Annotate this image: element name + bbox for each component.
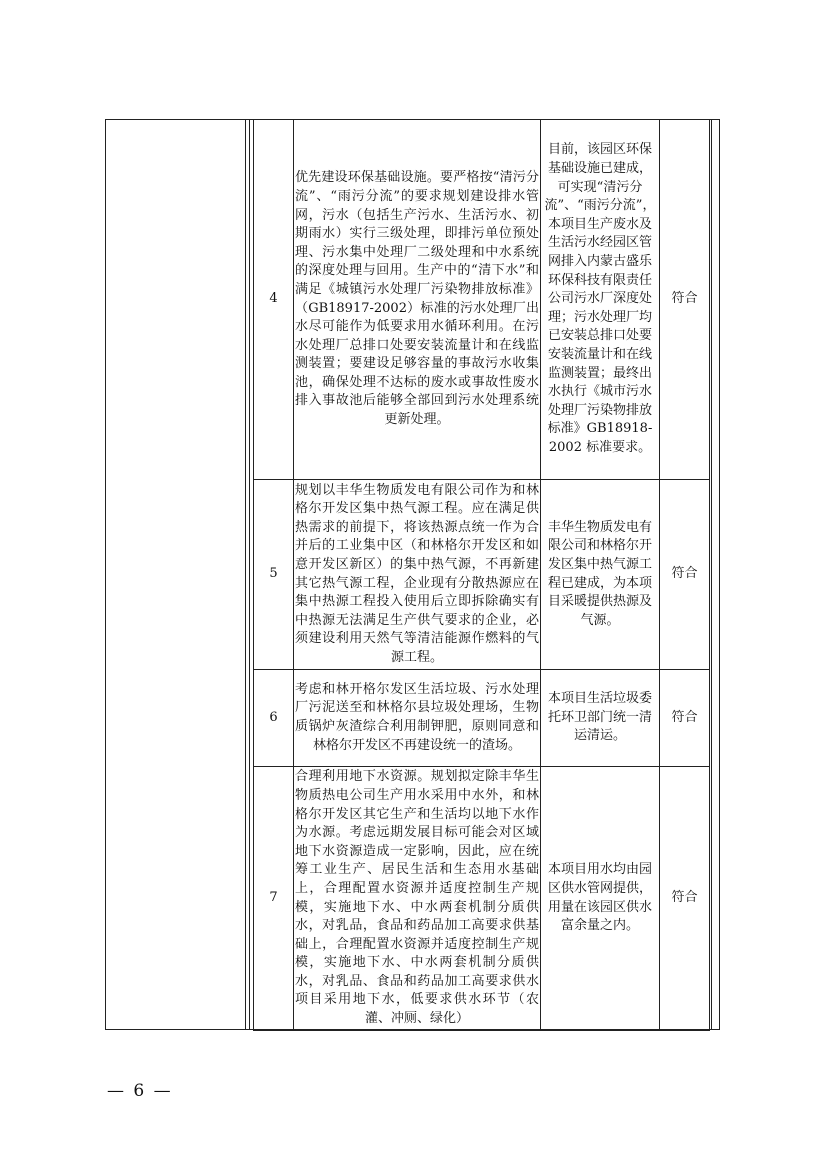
row-number: 5: [254, 480, 294, 670]
requirement-text: 规划以丰华生物质发电有限公司作为和林格尔开发区集中热气源工程。应在满足供热需求的前提下，将该热源点统一作为合并后的工业集中区（和林格尔开发区和如意开发区新区）的集中热气源，不再新建其它热气源工程，企业现有分散热源应在集中热源工程投入使用后立即拆除确实有中热源无法满足生产供气要求的企业，必须建设利用天然气等清洁能源作燃料的气源工程。: [294, 480, 541, 670]
project-status-text: 目前，该园区环保基础设施已建成，可实现“清污分流”、“雨污分流”，本项目生产废水及生活污水经园区管网排入内蒙古盛乐环保科技有限责任公司污水厂深度处理；污水处理厂均已安装总排口处要安装流量计和在线监测装置；最终出水执行《城市污水处理厂污染物排放标准》GB18918-2002 标准要求。: [541, 120, 660, 480]
compliance-result: 符合: [660, 767, 710, 1031]
row-number: 4: [254, 120, 294, 480]
row-number: 6: [254, 670, 294, 767]
table-row: [254, 767, 710, 1031]
table-row: [254, 120, 710, 480]
left-column-divider-double: [249, 119, 250, 1030]
page-number: — 6 —: [107, 1081, 173, 1101]
row-number: 7: [254, 767, 294, 1031]
project-status-text: 本项目用水均由园区供水管网提供，用量在该园区供水富余量之内。: [541, 767, 660, 1031]
left-column-divider: [245, 119, 246, 1030]
project-status-text: 丰华生物质发电有限公司和林格尔开发区集中热气源工程已建成，为本项目采暖提供热源及气源。: [541, 480, 660, 670]
table-row: [254, 480, 710, 670]
compliance-table: [253, 119, 710, 1031]
requirement-text: 合理利用地下水资源。规划拟定除丰华生物质热电公司生产用水采用中水外，和林格尔开发区其它生产和生活均以地下水作为水源。考虑远期发展目标可能会对区域地下水资源造成一定影响，因此，应在统筹工业生产、居民生活和生态用水基础上，合理配置水资源并适度控制生产规模，实施地下水、中水两套机制分质供水，对乳品，食品和药品加工高要求供基础上，合理配置水资源并适度控制生产规模，实施地下水、中水两套机制分质供水，对乳品、食品和药品加工高要求供水项目采用地下水，低要求供水环节（农灌、冲厕、绿化）: [294, 767, 541, 1031]
project-status-text: 本项目生活垃圾委托环卫部门统一清运清运。: [541, 670, 660, 767]
requirement-text: 考虑和林开格尔发区生活垃圾、污水处理厂污泥送至和林格尔县垃圾处理场，生物质锅炉灰渣综合利用制钾肥，原则同意和林格尔开发区不再建设统一的渣场。: [294, 670, 541, 767]
compliance-result: 符合: [660, 120, 710, 480]
compliance-result: 符合: [660, 480, 710, 670]
right-column-divider: [711, 119, 712, 1030]
table-row: [254, 670, 710, 767]
compliance-result: 符合: [660, 670, 710, 767]
requirement-text: 优先建设环保基础设施。要严格按“清污分流”、“雨污分流”的要求规划建设排水管网，污水（包括生产污水、生活污水、初期雨水）实行三级处理，即排污单位预处理、污水集中处理厂二级处理和中水系统的深度处理与回用。生产中的“清下水”和满足《城镇污水处理厂污染物排放标准》（GB18917-2002）标准的污水处理厂出水尽可能作为低要求用水循环利用。在污水处理厂总排口处要安装流量计和在线监测装置；要建设足够容量的事故污水收集池，确保处理不达标的废水或事故性废水排入事故池后能够全部回到污水处理系统更新处理。: [294, 120, 541, 480]
